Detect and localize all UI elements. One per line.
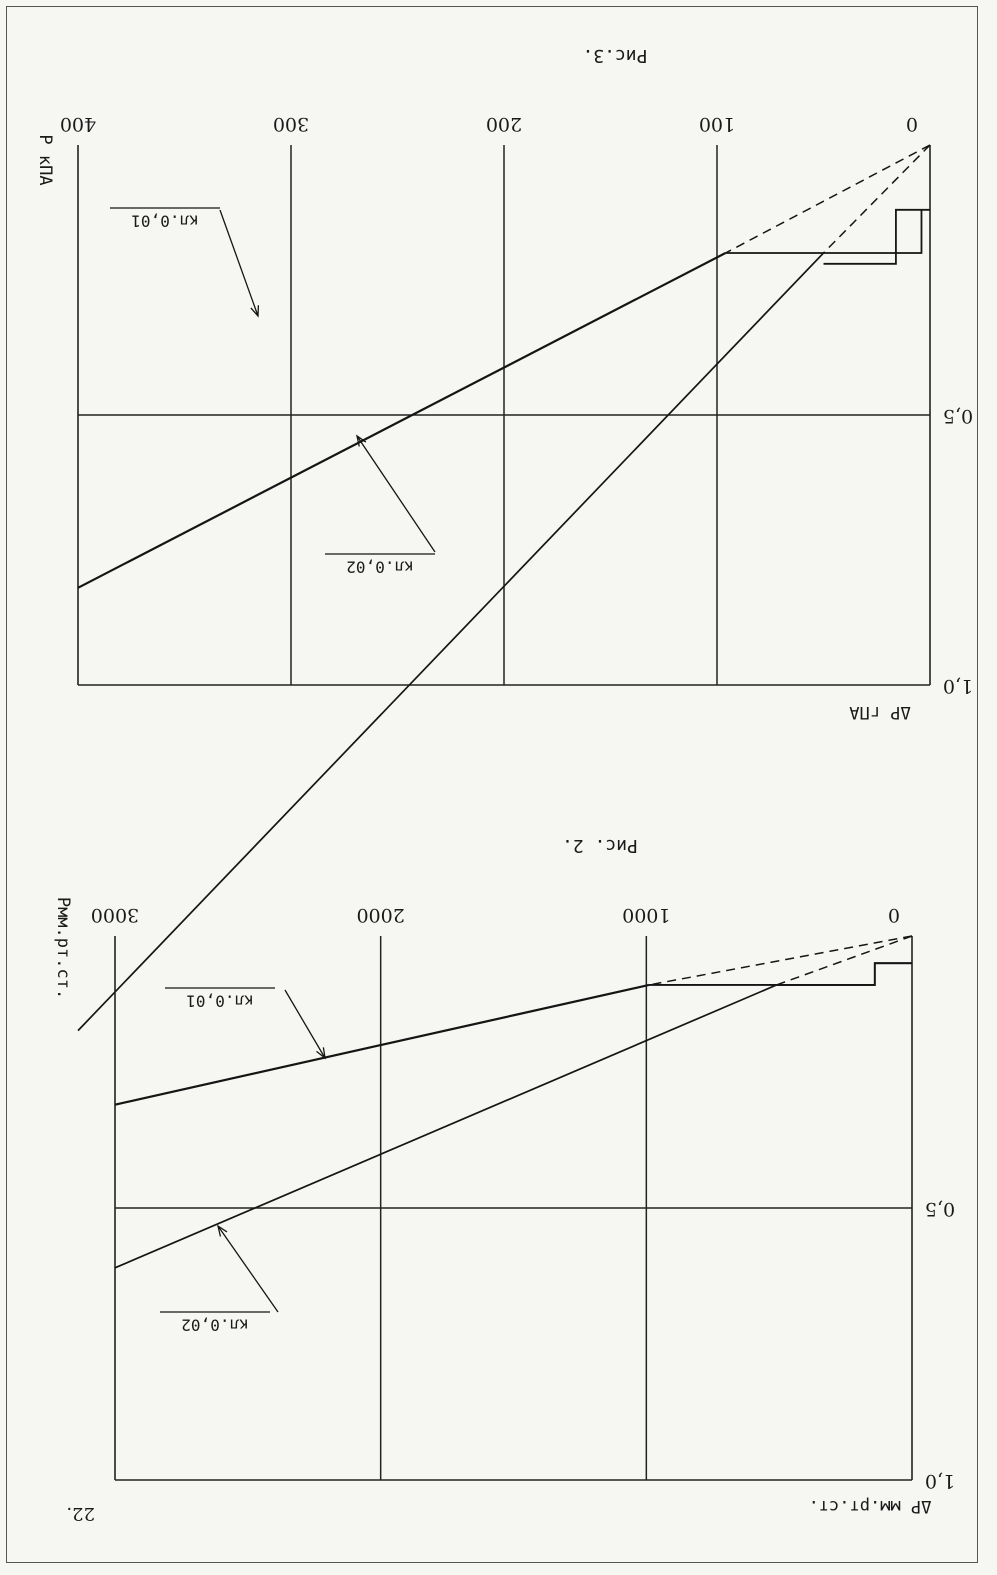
x-tick-label: 3000 xyxy=(90,904,140,926)
series-label: кл.0,02 xyxy=(346,557,414,577)
x-axis-label: P кПА xyxy=(35,134,55,186)
figure-3-chart xyxy=(35,45,973,1031)
y-axis-label: ΔP мм.рт.ст. xyxy=(808,1496,932,1516)
dashed-segment xyxy=(726,145,930,253)
x-tick-label: 100 xyxy=(698,113,736,135)
x-tick-label: 300 xyxy=(272,113,310,135)
series-label: кл.0,01 xyxy=(131,211,199,231)
series-label: кл.0,01 xyxy=(186,991,254,1011)
page-number: 22. xyxy=(66,1503,95,1524)
x-tick-label: 1000 xyxy=(622,904,671,926)
y-tick-label: 1,0 xyxy=(942,675,974,697)
step-segment xyxy=(649,963,912,985)
y-axis-label: ΔP гПА xyxy=(849,702,911,722)
step-segment xyxy=(777,963,912,985)
x-tick-label: 200 xyxy=(485,113,523,135)
x-axis-label: Рмм.рт.ст. xyxy=(53,896,73,1000)
dashed-segment xyxy=(777,936,912,985)
series-line xyxy=(78,253,726,588)
x-tick-label: 0 xyxy=(887,904,901,926)
leader-line xyxy=(220,210,258,316)
y-tick-label: 1,0 xyxy=(924,1470,956,1492)
x-tick-label: 0 xyxy=(905,113,919,135)
dashed-segment xyxy=(824,145,931,253)
series-label: кл.0,02 xyxy=(181,1315,249,1335)
step-segment xyxy=(726,210,922,253)
arrow-head xyxy=(218,1226,227,1236)
figure-caption: Рис. 2. xyxy=(562,835,638,856)
y-tick-label: 0,5 xyxy=(924,1198,956,1220)
series-line xyxy=(78,253,824,1031)
leader-line xyxy=(357,436,435,552)
figure-caption: Рис.3. xyxy=(582,45,648,66)
arrow-head xyxy=(316,1047,325,1058)
series-line xyxy=(115,985,777,1268)
leader-line xyxy=(218,1226,278,1312)
y-tick-label: 0,5 xyxy=(942,405,974,427)
leader-line xyxy=(285,990,325,1058)
x-tick-label: 400 xyxy=(59,113,97,135)
figure-2-chart xyxy=(53,835,955,1516)
x-tick-label: 2000 xyxy=(356,904,405,926)
dashed-segment xyxy=(649,936,912,985)
